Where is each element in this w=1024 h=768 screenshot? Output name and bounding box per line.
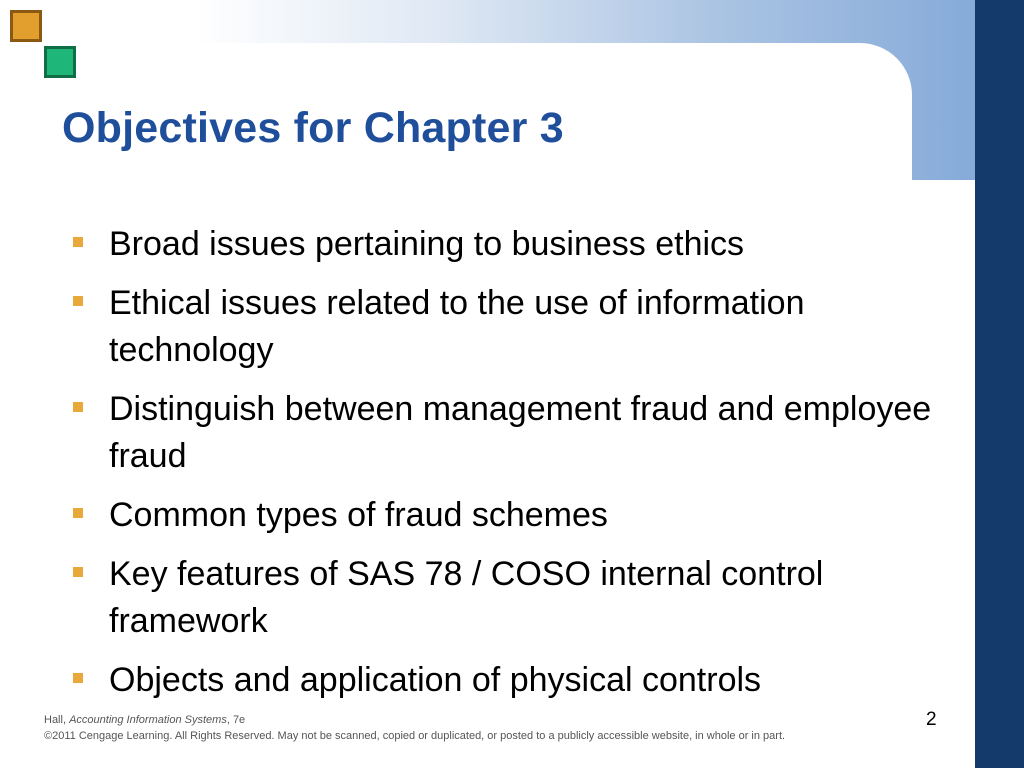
bullet-text: Key features of SAS 78 / COSO internal control framework: [109, 555, 824, 640]
square-bullet-icon: [73, 402, 83, 412]
bullet-text: Distinguish between management fraud and employee fraud: [109, 390, 932, 475]
bullet-text: Objects and application of physical controls: [109, 661, 762, 699]
list-item: [70, 386, 960, 480]
bullet-text: Broad issues pertaining to business ethics: [109, 225, 745, 263]
square-bullet-icon: [73, 237, 83, 247]
right-accent-bar: [975, 0, 1024, 768]
footer-book-title: Accounting Information Systems: [69, 714, 227, 726]
square-bullet-icon: [73, 567, 83, 577]
square-bullet-icon: [73, 508, 83, 518]
slide-title: Objectives for Chapter 3: [62, 104, 564, 152]
orange-square-logo-icon: [10, 10, 42, 42]
footer-author: Hall,: [44, 714, 67, 726]
list-item: [70, 492, 960, 539]
bullet-text: Ethical issues related to the use of information technology: [109, 284, 805, 369]
footer-edition: , 7e: [226, 714, 246, 726]
bullet-text: Common types of fraud schemes: [109, 496, 608, 534]
list-item: [70, 551, 960, 645]
footer-citation: [44, 713, 245, 727]
page-number: 2: [926, 709, 937, 730]
list-item: [70, 657, 960, 704]
list-item: [70, 280, 960, 374]
objectives-list: [70, 221, 960, 716]
square-bullet-icon: [73, 673, 83, 683]
square-bullet-icon: [73, 296, 83, 306]
list-item: [70, 221, 960, 268]
green-square-logo-icon: [44, 46, 76, 78]
footer-copyright: ©2011 Cengage Learning. All Rights Reserved. May not be scanned, copied or duplicated, or posted to a publicly accessible website, in whole or in part.: [44, 730, 786, 742]
